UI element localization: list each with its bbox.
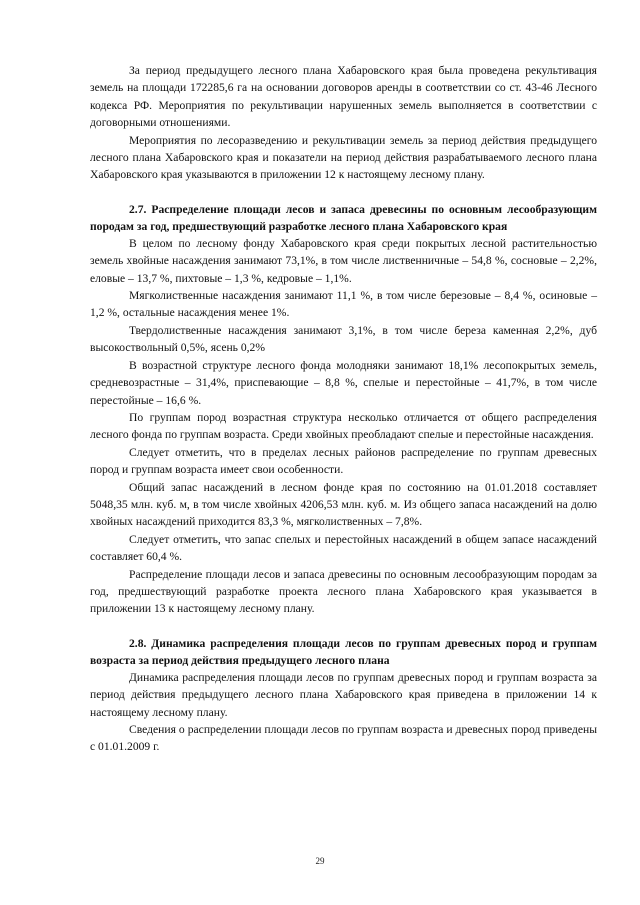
paragraph-hardwood: Твердолиственные насаждения занимают 3,1%, в том числе береза каменная 2,2%, дуб высокоствольный 0,5%, ясень 0,2%: [90, 323, 597, 355]
paragraph-afforestation: Мероприятия по лесоразведению и рекультивации земель за период действия предыдущего лесного плана Хабаровского края и показатели на период действия разрабатываемого лесного плана Хабаровского края указываются в приложении 12 к настоящему лесному плану.: [90, 133, 597, 182]
paragraph-total-stock: Общий запас насаждений в лесном фонде края по состоянию на 01.01.2018 составляет 5048,35 млн. куб. м, в том числе хвойных 4206,53 млн. куб. м. Из общего запаса насаждений на долю хвойных насаждений приходится 83,3 %, мягколиственных – 7,8%.: [90, 480, 597, 529]
paragraph-recultivation: За период предыдущего лесного плана Хабаровского края была проведена рекультивация земель на площади 172285,6 га на основании договоров аренды в соответствии со ст. 43-46 Лесного кодекса РФ. Мероприятия по рекультивации нарушенных земель выполняется в соответствии с договорными отношениями.: [90, 64, 597, 130]
paragraph-data-since: Сведения о распределении площади лесов по группам возраста и древесных пород приведены с 01.01.2009 г.: [90, 723, 597, 754]
paragraph-species-age: По группам пород возрастная структура несколько отличается от общего распределения лесного фонда по группам возраста. Среди хвойных преобладают спелые и перестойные насаждения.: [90, 410, 597, 442]
paragraph-appendix-13: Распределение площади лесов и запаса древесины по основным лесообразующим породам за год, предшествующий разработке проекта лесного плана Хабаровского края указывается в приложении 13 к настоящему лесному плану.: [90, 567, 597, 616]
paragraph-conifers: В целом по лесному фонду Хабаровского края среди покрытых лесной растительностью земель хвойные насаждения занимают 73,1%, в том числе лиственничные – 54,8 %, сосновые – 2,2%, еловые – 13,7 %, пихтовые – 1,3 %, кедровые – 1,1%.: [90, 236, 597, 285]
section-2-7-heading: 2.7. Распределение площади лесов и запаса древесины по основным лесообразующим породам за год, предшествующий разработке лесного плана Хабаровского края: [90, 202, 597, 233]
page-number: 29: [315, 856, 325, 866]
paragraph-dynamics: Динамика распределения площади лесов по группам древесных пород и группам возраста за период действия предыдущего лесного плана Хабаровского края приведена в приложении 14 к настоящему лесному плану.: [90, 670, 597, 719]
paragraph-mature-stock: Следует отметить, что запас спелых и перестойных насаждений в общем запасе насаждений составляет 60,4 %.: [90, 532, 597, 564]
document-page: [90, 62, 597, 756]
paragraph-softwood: Мягколиственные насаждения занимают 11,1 %, в том числе березовые – 8,4 %, осиновые – 1,2 %, остальные насаждения менее 1%.: [90, 289, 597, 320]
paragraph-age-structure: В возрастной структуре лесного фонда молодняки занимают 18,1% лесопокрытых земель, средневозрастные – 31,4%, приспевающие – 8,8 %, спелые и перестойные – 41,7%, в том числе перестойные – 16,6 %.: [90, 358, 597, 407]
section-2-8-heading: 2.8. Динамика распределения площади лесов по группам древесных пород и группам возраста за период действия предыдущего лесного плана: [90, 636, 597, 667]
paragraph-regional-features: Следует отметить, что в пределах лесных районов распределение по группам древесных пород и группам возраста имеет свои особенности.: [90, 445, 597, 477]
